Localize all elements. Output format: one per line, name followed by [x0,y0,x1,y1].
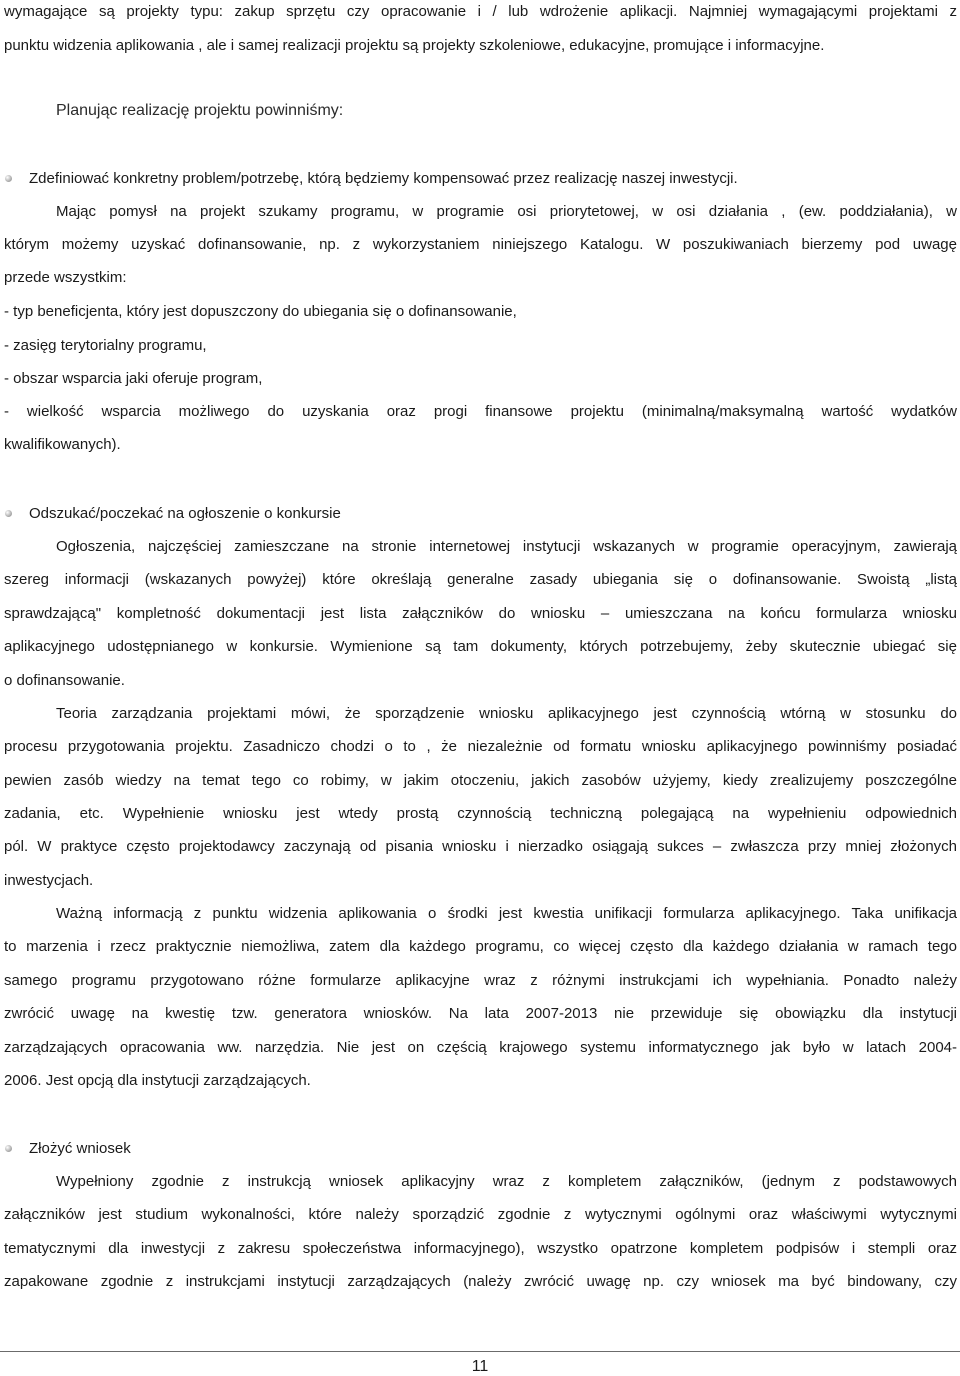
text-line: Mając pomysł na projekt szukamy programu, w programie osi priorytetowej, w osi działania , (ew. poddziałania), w [56,203,957,220]
list-item: - obszar wsparcia jaki oferuje program, [4,370,263,387]
bullet-item: Zdefiniować konkretny problem/potrzebę, którą będziemy kompensować przez realizację naszej inwestycji. [29,170,738,187]
text-line: wymagające są projekty typu: zakup sprzętu czy opracowanie i / lub wdrożenie aplikacji. Najmniej wymagającymi projektami z [4,3,957,20]
text-line: punktu widzenia aplikowania , ale i samej realizacji projektu są projekty szkoleniowe, edukacyjne, promujące i informacyjne. [4,37,825,54]
text-line: zarządzających opracowania ww. narzędzia. Nie jest on częścią krajowego systemu informatycznego jak było w latach 2004- [4,1039,957,1056]
text-line: przede wszystkim: [4,269,127,286]
text-line: Ważną informacją z punktu widzenia aplikowania o środki jest kwestia unifikacji formularza aplikacyjnego. Taka unifikacja [56,905,957,922]
bullet-icon [5,510,12,517]
page-number: 11 [471,1358,489,1375]
text-line: to marzenia i rzecz praktycznie niemożliwa, zatem dla każdego programu, co więcej często dla każdego działania w ramach tego [4,938,957,955]
text-line: o dofinansowanie. [4,672,125,689]
text-line: 2006. Jest opcją dla instytucji zarządzających. [4,1072,311,1089]
list-item: - typ beneficjenta, który jest dopuszczony do ubiegania się o dofinansowanie, [4,303,517,320]
text-line: kwalifikowanych). [4,436,121,453]
bullet-item: Odszukać/poczekać na ogłoszenie o konkursie [29,505,341,522]
section-heading: Planując realizację projektu powinniśmy: [56,102,344,119]
text-line: załączników jest studium wykonalności, które należy sporządzić zgodnie z wytycznymi ogólnymi oraz właściwymi wytycznymi [4,1206,957,1223]
bullet-item: Złożyć wniosek [29,1140,131,1157]
text-line: procesu przygotowania projektu. Zasadniczo chodzi o to , że niezależnie od formatu wniosku aplikacyjnego powinniśmy posiadać [4,738,957,755]
text-line: tematycznymi dla inwestycji z zakresu społeczeństwa informacyjnego), wszystko opatrzone kompletem podpisów i stempli oraz [4,1240,957,1257]
text-line: Ogłoszenia, najczęściej zamieszczane na stronie internetowej instytucji wskazanych w programie operacyjnym, zawierają [56,538,957,555]
bullet-icon [5,175,12,182]
text-line: pól. W praktyce często projektodawcy zaczynają od pisania wniosku i nierzadko osiągają sukces – zwłaszcza przy mniej złożonych [4,838,957,855]
text-line: pewien zasób wiedzy na temat tego co robimy, w jakim otoczeniu, jakich zasobów użyjemy, kiedy zrealizujemy poszczególne [4,772,957,789]
text-line: inwestycjach. [4,872,94,889]
list-item: - wielkość wsparcia możliwego do uzyskania oraz progi finansowe projektu (minimalną/maksymalną wartość wydatków [4,403,957,420]
text-line: którym możemy uzyskać dofinansowanie, np. z wykorzystaniem niniejszego Katalogu. W poszukiwaniach bierzemy pod uwagę [4,236,957,253]
bullet-icon [5,1145,12,1152]
text-line: Teoria zarządzania projektami mówi, że sporządzenie wniosku aplikacyjnego jest czynnością wtórną w stosunku do [56,705,957,722]
text-line: sprawdzającą" kompletność dokumentacji jest lista załączników do wniosku – umieszczana na końcu formularza wniosku [4,605,957,622]
text-line: zwrócić uwagę na kwestię tzw. generatora wniosków. Na lata 2007-2013 nie przewiduje się obowiązku dla instytucji [4,1005,957,1022]
list-item: - zasięg terytorialny programu, [4,337,207,354]
text-line: zapakowane zgodnie z instrukcjami instytucji zarządzających (należy zwrócić uwagę np. czy wniosek ma być bindowany, czy [4,1273,957,1290]
text-line: samego programu przygotowano różne formularze aplikacyjne wraz z różnymi instrukcjami ich wypełniania. Ponadto należy [4,972,957,989]
text-line: Wypełniony zgodnie z instrukcją wniosek aplikacyjny wraz z kompletem załączników, (jednym z podstawowych [56,1173,957,1190]
text-line: zadania, etc. Wypełnienie wniosku jest wtedy prostą czynnością techniczną polegającą na wypełnieniu odpowiednich [4,805,957,822]
text-line: aplikacyjnego udostępnianego w konkursie. Wymienione są tam dokumenty, których potrzebujemy, żeby skutecznie ubiegać się [4,638,957,655]
footer-divider [0,1351,960,1352]
text-line: szereg informacji (wskazanych powyżej) które określają generalne zasady ubiegania się o dofinansowanie. Swoistą „listą [4,571,957,588]
